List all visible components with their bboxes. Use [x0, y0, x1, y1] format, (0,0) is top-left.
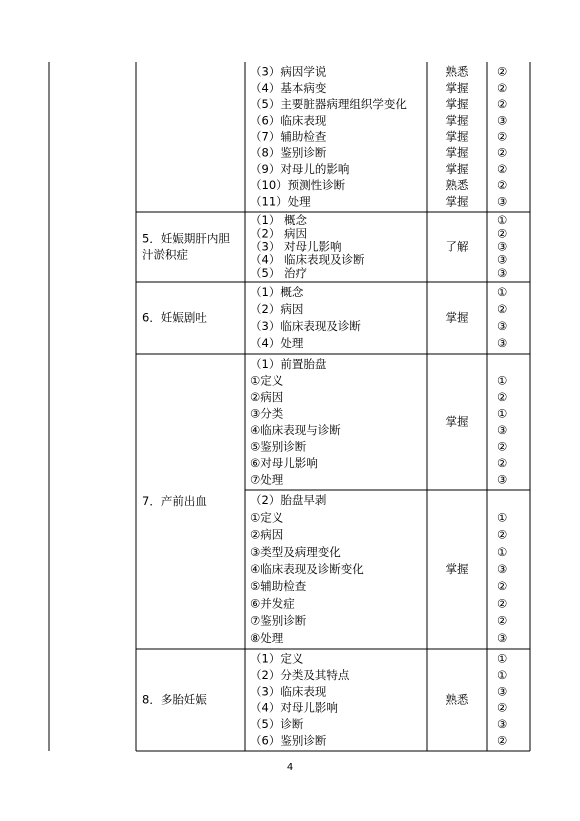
- block-level: 掌握: [445, 310, 469, 325]
- content-item: ⑤鉴别诊断: [250, 439, 307, 454]
- content-item: ①定义: [250, 510, 284, 525]
- content-item: ⑥并发症: [250, 596, 295, 611]
- item-requirement: ③: [497, 422, 508, 437]
- content-item: （8）鉴别诊断: [250, 145, 327, 160]
- item-level: 掌握: [445, 129, 469, 144]
- item-requirement: ③: [497, 630, 508, 645]
- item-level: 掌握: [445, 97, 469, 112]
- section-topic: 8．多胎妊娠: [142, 692, 207, 707]
- item-requirement: ②: [497, 733, 508, 748]
- item-requirement: ③: [497, 194, 508, 209]
- content-item: （5） 治疗: [250, 265, 307, 280]
- item-requirement: ③: [497, 336, 508, 350]
- item-requirement: ②: [497, 145, 508, 160]
- item-requirement: ②: [497, 178, 508, 193]
- item-requirement: ②: [497, 161, 508, 176]
- content-item: （4）基本病变: [250, 80, 327, 95]
- item-level: 掌握: [445, 80, 469, 95]
- item-requirement: ③: [497, 562, 508, 576]
- content-item: （4） 临床表现及诊断: [250, 252, 365, 267]
- content-item: ④临床表现及诊断变化: [250, 562, 364, 576]
- block-level: 熟悉: [445, 692, 469, 707]
- item-requirement: ①: [497, 285, 508, 299]
- subtopic-header: （1）前置胎盘: [250, 356, 327, 371]
- item-requirement: ②: [497, 613, 508, 628]
- item-requirement: ②: [497, 527, 508, 542]
- section-topic: 7．产前出血: [142, 494, 207, 508]
- subtopic-header: （2）胎盘早剥: [250, 493, 327, 508]
- item-requirement: ③: [497, 684, 508, 699]
- item-requirement: ②: [497, 80, 508, 95]
- item-requirement: ③: [497, 472, 508, 487]
- item-requirement: ③: [497, 319, 508, 333]
- block-level: 掌握: [445, 414, 469, 429]
- item-requirement: ①: [497, 406, 508, 421]
- content-item: （3）临床表现及诊断: [250, 319, 361, 333]
- content-item: （6）鉴别诊断: [250, 733, 327, 748]
- item-requirement: ②: [497, 97, 508, 112]
- content-item: （10）预测性诊断: [250, 178, 346, 193]
- content-item: （3） 对母儿影响: [250, 239, 342, 254]
- item-requirement: ②: [497, 455, 508, 470]
- content-item: ⑧处理: [250, 630, 284, 645]
- content-item: ④临床表现与诊断: [250, 422, 341, 437]
- content-item: （1）定义: [250, 651, 304, 666]
- content-item: （1） 概念: [250, 213, 307, 228]
- item-requirement: ①: [497, 651, 508, 666]
- content-item: ②病因: [250, 527, 284, 542]
- block-level: 了解: [445, 239, 469, 254]
- item-requirement: ②: [497, 302, 508, 316]
- item-level: 掌握: [445, 145, 469, 160]
- item-requirement: ③: [497, 113, 508, 128]
- item-requirement: ③: [497, 239, 508, 254]
- item-requirement: ①: [497, 544, 508, 559]
- content-item: （5）诊断: [250, 717, 304, 731]
- item-requirement: ①: [497, 668, 508, 682]
- item-requirement: ①: [497, 373, 508, 388]
- content-item: （4）对母儿影响: [250, 700, 338, 715]
- content-item: （3）临床表现: [250, 684, 327, 699]
- item-requirement: ③: [497, 265, 508, 280]
- item-requirement: ①: [497, 213, 508, 228]
- item-level: 掌握: [445, 113, 469, 128]
- content-item: （11）处理: [250, 194, 311, 209]
- content-item: （1）概念: [250, 285, 304, 299]
- section-topic: 6．妊娠剧吐: [142, 310, 207, 325]
- content-item: （3）病因学说: [250, 64, 327, 79]
- block-level: 掌握: [445, 562, 469, 576]
- item-requirement: ③: [497, 252, 508, 267]
- content-item: ③类型及病理变化: [250, 544, 341, 559]
- item-level: 熟悉: [445, 64, 469, 79]
- content-item: （9）对母儿的影响: [250, 161, 350, 176]
- item-requirement: ②: [497, 439, 508, 454]
- item-requirement: ②: [497, 579, 508, 594]
- content-item: （4）处理: [250, 336, 304, 350]
- item-requirement: ②: [497, 129, 508, 144]
- content-item: ⑦处理: [250, 472, 284, 487]
- content-item: ②病因: [250, 389, 284, 404]
- content-item: （2）分类及其特点: [250, 668, 350, 682]
- item-requirement: ③: [497, 717, 508, 731]
- item-requirement: ②: [497, 596, 508, 611]
- item-requirement: ①: [497, 510, 508, 525]
- content-item: ①定义: [250, 373, 284, 388]
- content-item: ⑦鉴别诊断: [250, 613, 307, 628]
- section-topic: 5．妊娠期肝内胆: [142, 231, 230, 246]
- content-item: （6）临床表现: [250, 113, 327, 128]
- content-item: ⑥对母儿影响: [250, 455, 318, 470]
- item-requirement: ②: [497, 700, 508, 715]
- page-number: 4: [286, 762, 294, 773]
- content-item: ③分类: [250, 406, 284, 421]
- content-item: （2）病因: [250, 302, 304, 316]
- item-requirement: ②: [497, 389, 508, 404]
- item-requirement: ②: [497, 226, 508, 241]
- content-item: （2） 病因: [250, 226, 307, 241]
- content-item: ⑤辅助检查: [250, 579, 307, 594]
- item-level: 掌握: [445, 161, 469, 176]
- section-topic: 汁淤积症: [142, 247, 188, 262]
- content-item: （5）主要脏器病理组织学变化: [250, 97, 407, 112]
- item-level: 掌握: [445, 194, 469, 209]
- item-level: 熟悉: [445, 178, 469, 193]
- item-requirement: ②: [497, 64, 508, 79]
- content-item: （7）辅助检查: [250, 129, 327, 144]
